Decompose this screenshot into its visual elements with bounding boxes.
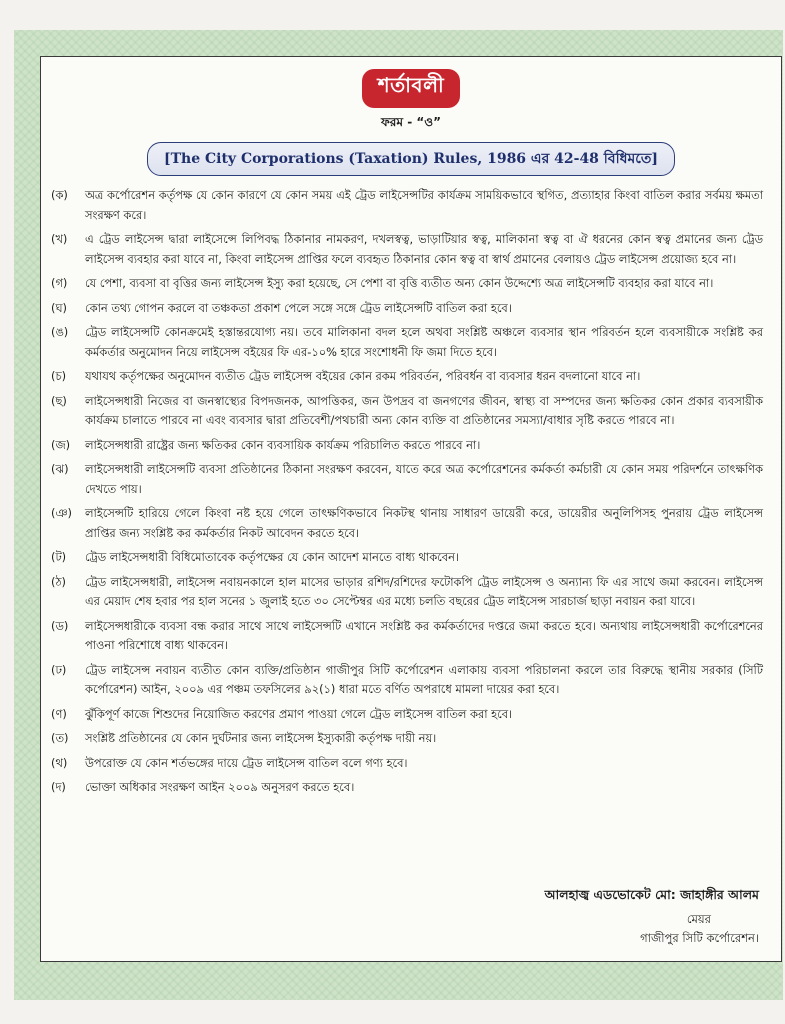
- clause-text: ট্রেড লাইসেন্সধারী বিধিমোতাবেক কর্তৃপক্ষের যে কোন আদেশ মানতে বাধ্য থাকবেন।: [85, 550, 459, 564]
- clause-mark: (ণ): [51, 706, 67, 721]
- clause-text: লাইসেন্সটি হারিয়ে গেলে কিংবা নষ্ট হয়ে গেলে তাৎক্ষণিকভাবে নিকটস্থ থানায় সাধারণ ডায়েরী করে, ডায়েরীর অনুলিপিসহ পুনরায় ট্রেড লাইসেন্স প্রাপ্তির জন্য সংশ্লিষ্ট কর কর্মকর্তার নিকট আবেদন করতে হবে।: [85, 506, 763, 540]
- clause-mark: (ট): [51, 550, 67, 564]
- list-item: [51, 504, 763, 543]
- clause-text: ঝুঁকিপূর্ণ কাজে শিশুদের নিয়োজিত করণের প্রমাণ পাওয়া গেলে ট্রেড লাইসেন্স বাতিল করা হবে।: [85, 706, 513, 721]
- clause-text: অত্র কর্পোরেশন কর্তৃপক্ষ যে কোন কারণে যে কোন সময় এই ট্রেড লাইসেন্সটির কার্যক্রম সাময়িকভাবে স্থগিত, প্রত্যাহার কিংবা বাতিল করার সর্বময় ক্ষমতা সংরক্ষণ করে।: [85, 188, 763, 222]
- list-item: [51, 778, 763, 798]
- clause-mark: (ঘ): [51, 300, 67, 315]
- clause-mark: (ছ): [51, 393, 67, 408]
- clause-text: যথাযথ কর্তৃপক্ষের অনুমোদন ব্যতীত ট্রেড লাইসেন্স বইয়ের কোন রকম পরিবর্তন, পরিবর্ধন বা ব্যবসার ধরন বদলানো যাবে না।: [85, 369, 641, 383]
- clause-mark: (জ): [51, 437, 71, 452]
- list-item: [51, 299, 763, 319]
- clause-mark: (ঠ): [51, 574, 66, 589]
- list-item: [51, 754, 763, 774]
- list-item: [51, 367, 763, 387]
- clause-mark: (ঙ): [51, 325, 69, 339]
- signatory-title: মেয়র: [686, 912, 711, 926]
- clause-mark: (চ): [51, 369, 67, 383]
- list-item: [51, 323, 763, 362]
- clause-text: ট্রেড লাইসেন্স নবায়ন ব্যতীত কোন ব্যক্তি/প্রতিষ্ঠান গাজীপুর সিটি কর্পোরেশন এলাকায় ব্যবসা পরিচালনা করলে তার বিরুদ্ধে স্থানীয় সরকার (সিটি কর্পোরেশন) আইন, ২০০৯ এর পঞ্চম তফসিলের ৯২(১) ধারা মতে বর্ণিত অপরাধে মামলা দায়ের করা হবে।: [85, 662, 763, 696]
- list-item: [51, 548, 763, 568]
- clause-text: লাইসেন্সধারী লাইসেন্সটি ব্যবসা প্রতিষ্ঠানের ঠিকানা সংরক্ষণ করবেন, যাতে করে অত্র কর্পোরেশনের কর্মকর্তা কর্মচারী যে কোন সময় পরিদর্শনে তাৎক্ষণিক দেখতে পায়।: [85, 462, 763, 496]
- document-sheet: [14, 30, 783, 1000]
- clause-mark: (দ): [51, 780, 66, 794]
- list-item: [51, 230, 763, 269]
- clause-mark: (থ): [51, 755, 68, 770]
- clause-text: লাইসেন্সধারী নিজের বা জনস্বাস্থ্যের বিপদজনক, আপত্তিকর, জন উপদ্রব বা জনগণের জীবন, স্বাস্থ্য বা সম্পদের জন্য ক্ষতিকর কোন প্রকার ব্যবসায়ীক কার্যক্রম চালাতে পারবে না এবং ব্যবসার দ্বারা প্রতিবেশী/পথচারী অন্য কোন ব্যক্তি বা প্রতিষ্ঠানের সমস্যা/বাধার সৃষ্টি করতে পারবে না।: [85, 393, 763, 427]
- clause-text: লাইসেন্সধারী রাষ্ট্রের জন্য ক্ষতিকর কোন ব্যবসায়িক কার্যক্রম পরিচালিত করতে পারবে না।: [85, 437, 481, 452]
- clause-mark: (ঢ): [51, 662, 67, 677]
- terms-panel: [40, 56, 782, 962]
- clause-mark: (গ): [51, 276, 68, 290]
- list-item: [51, 460, 763, 499]
- clause-list: [51, 186, 763, 798]
- signatory-name: আলহাজ্ব এডভোকেট মো: জাহাঙ্গীর আলম: [544, 887, 759, 902]
- clause-text: ট্রেড লাইসেন্সটি কোনক্রমেই হস্তান্তরযোগ্য নয়। তবে মালিকানা বদল হলে অথবা সংশ্লিষ্ট অঞ্চলে ব্যবসার স্থান পরিবর্তন হলে ব্যবসায়ীকে সংশ্লিষ্ট কর কর্মকর্তার অনুমোদন নিয়ে লাইসেন্স বইয়ের ফি এর-১০% হারে সংশোধনী ফি জমা দিতে হবে।: [85, 325, 763, 359]
- list-item: [51, 186, 763, 225]
- signature-block: [545, 887, 759, 949]
- list-item: [51, 661, 763, 700]
- clause-mark: (ক): [51, 188, 68, 202]
- rules-banner: [The City Corporations (Taxation) Rules, 1986 এর 42-48 বিধিমতে]: [147, 142, 675, 176]
- clause-mark: (ঝ): [51, 462, 69, 476]
- signatory-org: গাজীপুর সিটি কর্পোরেশন।: [640, 931, 759, 945]
- list-item: [51, 617, 763, 656]
- clause-mark: (খ): [51, 232, 68, 246]
- clause-mark: (ড): [51, 618, 69, 633]
- clause-text: যে পেশা, ব্যবসা বা বৃত্তির জন্য লাইসেন্স ইস্যু করা হয়েছে, সে পেশা বা বৃত্তি ব্যতীত অন্য কোন উদ্দেশ্যে অত্র লাইসেন্সটি ব্যবহার করা যাবে না।: [85, 276, 714, 290]
- clause-text: ভোক্তা অধিকার সংরক্ষণ আইন ২০০৯ অনুসরণ করতে হবে।: [85, 780, 355, 794]
- clause-mark: (ঞ): [51, 506, 72, 520]
- form-line: ফরম - “ও”: [381, 115, 441, 129]
- page-title: শর্তাবলী: [362, 69, 460, 108]
- list-item: [51, 705, 763, 725]
- list-item: [51, 274, 763, 294]
- clause-text: এ ট্রেড লাইসেন্স দ্বারা লাইসেন্সে লিপিবদ্ধ ঠিকানার নামকরণ, দখলস্বত্ব, ভাড়াটিয়ার স্বত্ব, মালিকানা স্বত্ব বা ঐ ধরনের কোন স্বত্ব প্রমানের জন্য ট্রেড লাইসেন্স ব্যবহার করা যাবে না, কিংবা লাইসেন্স প্রাপ্তির ফলে ব্যবহৃত ঠিকানার কোন স্বত্ব বা স্বার্থ প্রমানের বেলায়ও ট্রেড লাইসেন্স প্রয়োজ্য হবে না।: [85, 232, 763, 266]
- clause-text: ট্রেড লাইসেন্সধারী, লাইসেন্স নবায়নকালে হাল মাসের ভাড়ার রশিদ/রশিদের ফটোকপি ট্রেড লাইসেন্স ও অন্যান্য ফি এর সাথে জমা করবেন। লাইসেন্স এর মেয়াদ শেষ হবার পর হাল সনের ১ জুলাই হতে ৩০ সেপ্টেম্বর এর মধ্যে চলতি বছরের ট্রেড লাইসেন্স সারচার্জ ছাড়া নবায়ন করা যাবে।: [85, 574, 763, 608]
- clause-mark: (ত): [51, 731, 69, 745]
- clause-text: লাইসেন্সধারীকে ব্যবসা বন্ধ করার সাথে সাথে লাইসেন্সটি এখানে সংশ্লিষ্ট কর কর্মকর্তাদের দপ্তরে জমা করতে হবে। অন্যথায় লাইসেন্সধারী কর্পোরেশনের পাওনা পরিশোধে বাধ্য থাকবেন।: [85, 618, 763, 652]
- clause-text: সংশ্লিষ্ট প্রতিষ্ঠানের যে কোন দুর্ঘটনার জন্য লাইসেন্স ইস্যুকারী কর্তৃপক্ষ দায়ী নয়।: [85, 731, 437, 745]
- header: [41, 69, 781, 176]
- list-item: [51, 392, 763, 431]
- list-item: [51, 436, 763, 456]
- clause-text: উপরোক্ত যে কোন শর্তভঙ্গের দায়ে ট্রেড লাইসেন্স বাতিল বলে গণ্য হবে।: [85, 755, 408, 770]
- clause-text: কোন তথ্য গোপন করলে বা তঞ্চকতা প্রকাশ পেলে সঙ্গে সঙ্গে ট্রেড লাইসেন্সটি বাতিল করা হবে।: [85, 300, 512, 315]
- list-item: [51, 573, 763, 612]
- list-item: [51, 729, 763, 749]
